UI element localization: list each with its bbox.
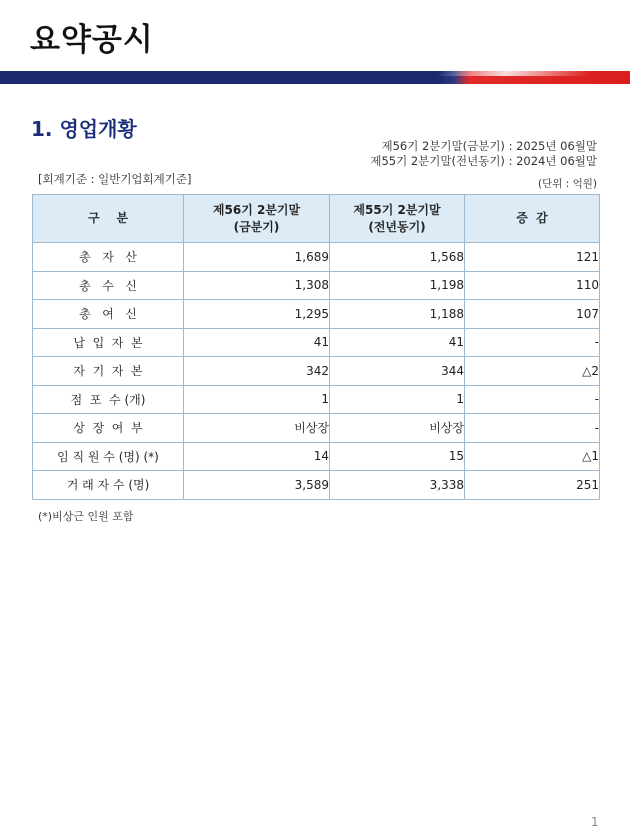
header-band-highlight <box>436 71 590 76</box>
table-row <box>33 328 600 357</box>
table-row <box>33 357 600 386</box>
cell-current: 3,589 <box>184 471 330 500</box>
header-current-period <box>184 195 330 243</box>
row-label: 자 기 자 본 <box>33 357 184 386</box>
cell-previous: 15 <box>330 442 465 471</box>
cell-change: 251 <box>465 471 600 500</box>
cell-previous: 1,198 <box>330 271 465 300</box>
period-current-label: 제56기 2분기말(금분기) : 2025년 06월말 <box>381 139 597 153</box>
header-current-line1: 제56기 2분기말 <box>212 202 301 217</box>
cell-previous: 344 <box>330 357 465 386</box>
table-row <box>33 243 600 272</box>
row-label: 상 장 여 부 <box>33 414 184 443</box>
row-label: 총 자 산 <box>33 243 184 272</box>
cell-previous: 41 <box>330 328 465 357</box>
cell-change: △1 <box>465 442 600 471</box>
cell-current: 14 <box>184 442 330 471</box>
cell-change: △2 <box>465 357 600 386</box>
accounting-basis-label: [회계기준 : 일반기업회계기준] <box>38 172 192 186</box>
row-label: 총 수 신 <box>33 271 184 300</box>
table-header-row <box>33 195 600 243</box>
cell-change: 121 <box>465 243 600 272</box>
cell-current: 1,308 <box>184 271 330 300</box>
header-change-text: 증 감 <box>516 211 548 225</box>
business-overview-table <box>32 194 600 500</box>
header-previous-line2: (전년동기) <box>368 219 426 234</box>
document-title: 요약공시 <box>30 22 154 58</box>
header-category-text: 구 분 <box>88 211 128 225</box>
cell-change: 110 <box>465 271 600 300</box>
header-color-band <box>0 71 630 84</box>
cell-previous: 3,338 <box>330 471 465 500</box>
cell-previous: 1,568 <box>330 243 465 272</box>
row-label: 거 래 자 수 (명) <box>33 471 184 500</box>
header-previous-period <box>330 195 465 243</box>
row-label: 점 포 수 (개) <box>33 385 184 414</box>
cell-previous: 비상장 <box>330 414 465 443</box>
header-category <box>33 195 184 243</box>
cell-previous: 1,188 <box>330 300 465 329</box>
cell-current: 1,689 <box>184 243 330 272</box>
row-label: 납 입 자 본 <box>33 328 184 357</box>
footnote: (*)비상근 인원 포함 <box>38 510 134 523</box>
table-row <box>33 385 600 414</box>
cell-change: - <box>465 414 600 443</box>
table-row <box>33 442 600 471</box>
table-row <box>33 271 600 300</box>
table-row <box>33 300 600 329</box>
cell-change: - <box>465 385 600 414</box>
cell-change: 107 <box>465 300 600 329</box>
cell-current: 1 <box>184 385 330 414</box>
row-label: 임 직 원 수 (명) (*) <box>33 442 184 471</box>
header-change <box>465 195 600 243</box>
cell-change: - <box>465 328 600 357</box>
cell-current: 1,295 <box>184 300 330 329</box>
cell-current: 41 <box>184 328 330 357</box>
page-number: 1 <box>591 815 599 829</box>
header-previous-line1: 제55기 2분기말 <box>353 202 441 217</box>
table-row <box>33 471 600 500</box>
row-label: 총 여 신 <box>33 300 184 329</box>
unit-label: (단위 : 억원) <box>538 178 597 190</box>
header-current-line2: (금분기) <box>233 219 280 234</box>
table-row <box>33 414 600 443</box>
section-title: 1. 영업개황 <box>31 117 137 141</box>
cell-current: 342 <box>184 357 330 386</box>
cell-current: 비상장 <box>184 414 330 443</box>
period-previous-label: 제55기 2분기말(전년동기) : 2024년 06월말 <box>370 154 597 168</box>
cell-previous: 1 <box>330 385 465 414</box>
